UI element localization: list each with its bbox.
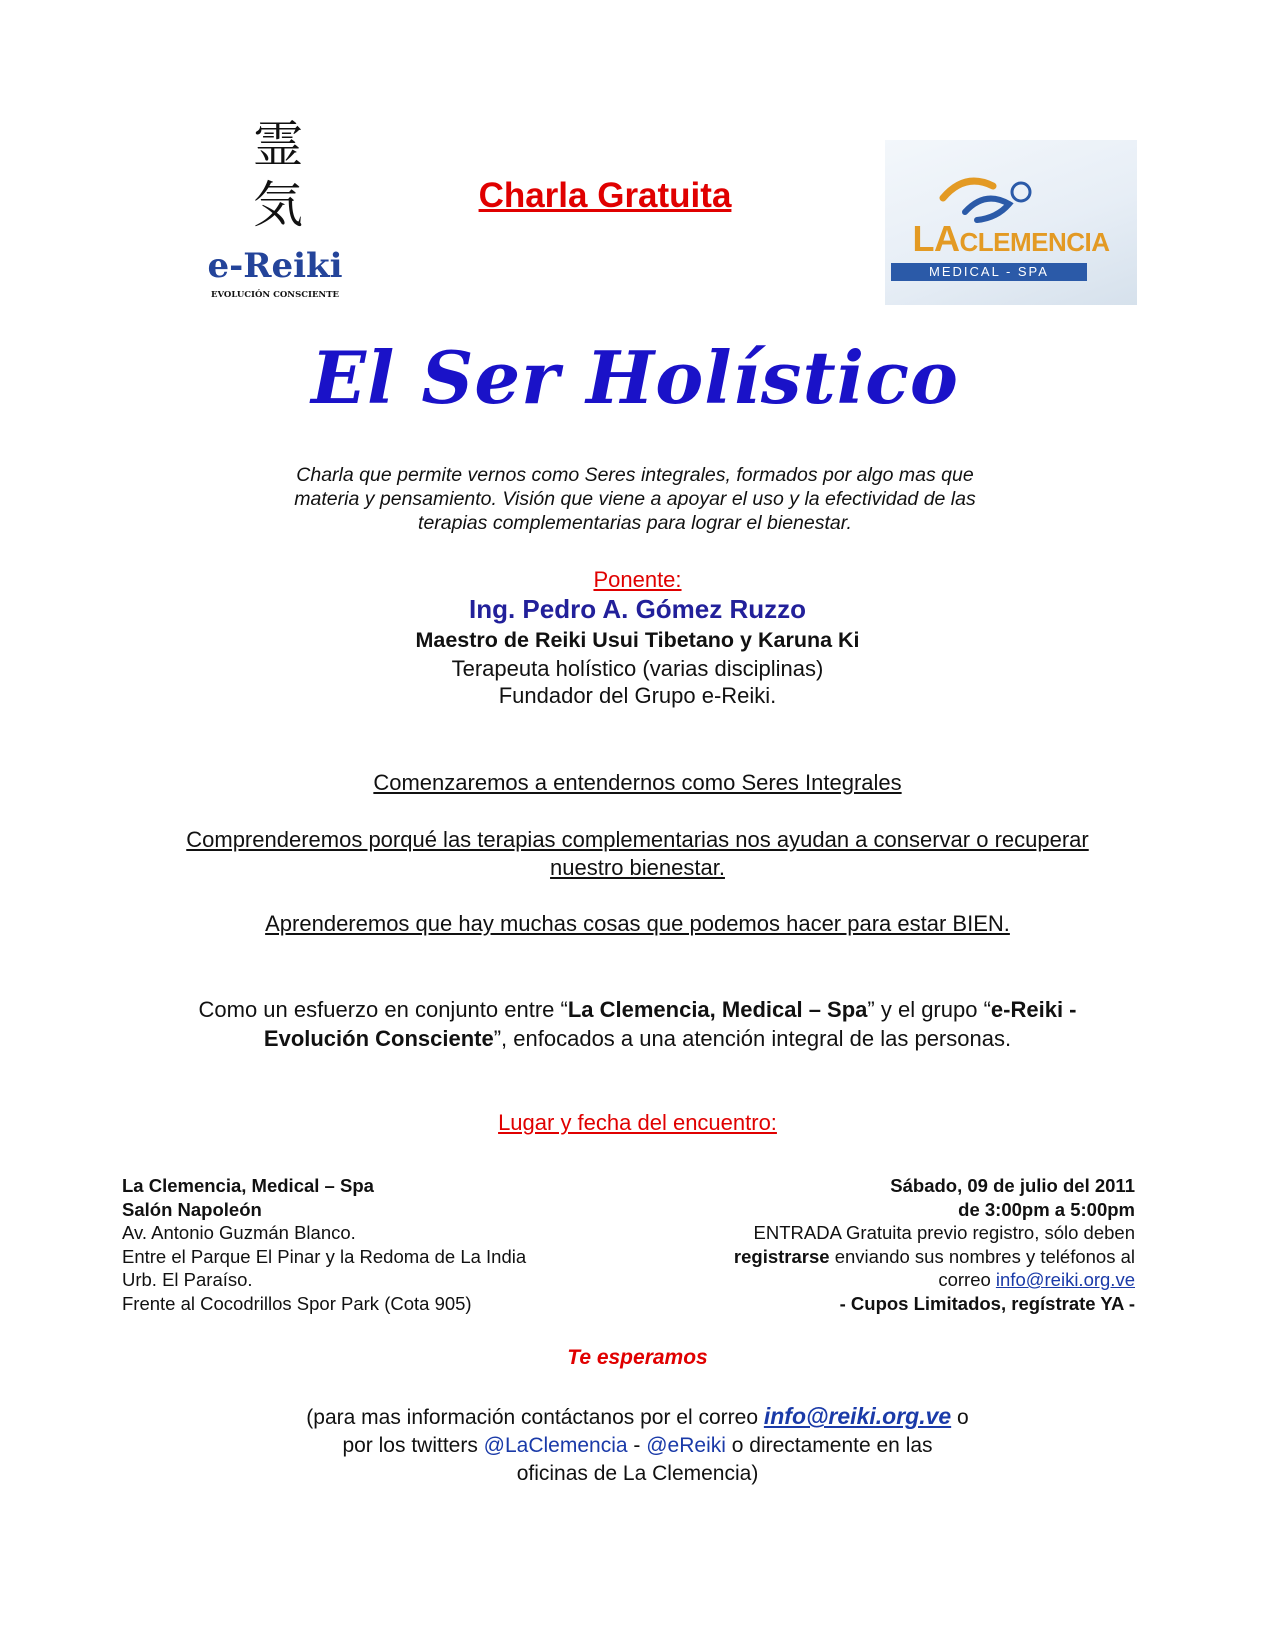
speaker-role: Fundador del Grupo e-Reiki. — [498, 683, 777, 708]
logo-tagline: MEDICAL - SPA — [891, 263, 1087, 281]
register-bold: registrarse — [733, 1245, 830, 1267]
event-date-block — [620, 1174, 1135, 1315]
closing-heading: Te esperamos — [567, 1346, 708, 1369]
topic-line: Comenzaremos a entendernos como Seres Integrales — [373, 770, 902, 795]
venue-room: Salón Napoleón — [122, 1198, 262, 1220]
logo-brand-la: LA — [912, 218, 960, 259]
intro-line: materia y pensamiento. Visión que viene a apoyar el uso y la efectividad de las — [294, 488, 976, 510]
register-mail-line — [620, 1268, 1135, 1292]
joint-text: ” y el grupo “ — [867, 997, 991, 1022]
intro-line: terapias complementarias para lograr el bienestar. — [418, 512, 852, 534]
joint-text: ”, enfocados a una atención integral de las personas. — [493, 1026, 1012, 1051]
logo-brand-text: e-Reiki — [207, 246, 343, 286]
logo-kanji-rei: 霊 — [253, 116, 303, 174]
venue-address-line: Urb. El Paraíso. — [122, 1269, 253, 1290]
contact-text: por los twitters — [342, 1434, 484, 1457]
venue-name: La Clemencia, Medical – Spa — [122, 1175, 374, 1196]
contact-text: (para mas información contáctanos por el correo — [306, 1406, 764, 1429]
venue-address-line: Entre el Parque El Pinar y la Redoma de La India — [122, 1245, 527, 1267]
joint-org-clemencia: La Clemencia, Medical – Spa — [567, 997, 868, 1022]
logo-tagline: EVOLUCIÓN CONSCIENTE — [211, 290, 339, 300]
entry-note: ENTRADA Gratuita previo registro, sólo deben — [753, 1222, 1135, 1243]
joint-effort-paragraph — [100, 995, 1175, 1053]
contact-text: - — [627, 1434, 647, 1457]
joint-text: Como un esfuerzo en conjunto entre “ — [198, 997, 568, 1022]
speaker-name: Ing. Pedro A. Gómez Ruzzo — [468, 594, 807, 624]
e-reiki-logo — [190, 118, 360, 308]
speaker-title: Maestro de Reiki Usui Tibetano y Karuna Ki — [415, 628, 860, 652]
twitter-ereiki-link[interactable]: @eReiki — [646, 1434, 726, 1457]
venue-heading: Lugar y fecha del encuentro: — [498, 1110, 777, 1135]
intro-paragraph — [200, 463, 1070, 535]
venue-address-line: Av. Antonio Guzmán Blanco. — [122, 1222, 356, 1243]
topic-line-part: nuestro bienestar. — [550, 855, 725, 880]
venue-address-block — [122, 1174, 642, 1315]
mail-prefix: correo — [938, 1269, 996, 1290]
contact-text: oficinas de La Clemencia) — [516, 1462, 759, 1485]
twitter-laclemencia-link[interactable]: @LaClemencia — [483, 1434, 628, 1457]
topic-line-part: Comprenderemos porqué las terapias complementarias nos ayudan a conservar o recuperar — [186, 827, 1089, 852]
intro-line: Charla que permite vernos como Seres integrales, formados por algo mas que — [296, 464, 974, 486]
venue-address-line: Frente al Cocodrillos Spor Park (Cota 905) — [122, 1292, 472, 1314]
event-title: El Ser Holístico — [311, 335, 959, 420]
topic-line: Aprenderemos que hay muchas cosas que podemos hacer para estar BIEN. — [265, 911, 1010, 936]
speaker-label: Ponente: — [593, 567, 682, 592]
event-time: de 3:00pm a 5:00pm — [958, 1198, 1135, 1220]
logo-kanji-ki: 気 — [253, 176, 303, 234]
register-email-link[interactable]: info@reiki.org.ve — [995, 1269, 1135, 1290]
joint-org-ereiki: e-Reiki - — [990, 997, 1077, 1022]
topic-line — [100, 826, 1175, 882]
charla-gratuita-heading: Charla Gratuita — [478, 176, 732, 215]
contact-text: o directamente en las — [725, 1434, 933, 1457]
la-clemencia-logo — [885, 140, 1137, 305]
register-note — [620, 1245, 1135, 1269]
contact-email-link[interactable]: info@reiki.org.ve — [763, 1403, 952, 1429]
joint-org-ereiki-sub: Evolución Consciente — [263, 1026, 494, 1051]
logo-brand-main: CLEMENCIA — [959, 227, 1110, 257]
event-date: Sábado, 09 de julio del 2011 — [890, 1175, 1135, 1196]
register-rest: enviando sus nombres y teléfonos al — [829, 1245, 1135, 1267]
limited-seats-note: - Cupos Limitados, regístrate YA - — [839, 1292, 1135, 1314]
contact-paragraph — [180, 1402, 1095, 1488]
speaker-role: Terapeuta holístico (varias disciplinas) — [451, 656, 824, 681]
logo-brand-text — [885, 218, 1137, 260]
contact-text: o — [951, 1406, 969, 1429]
